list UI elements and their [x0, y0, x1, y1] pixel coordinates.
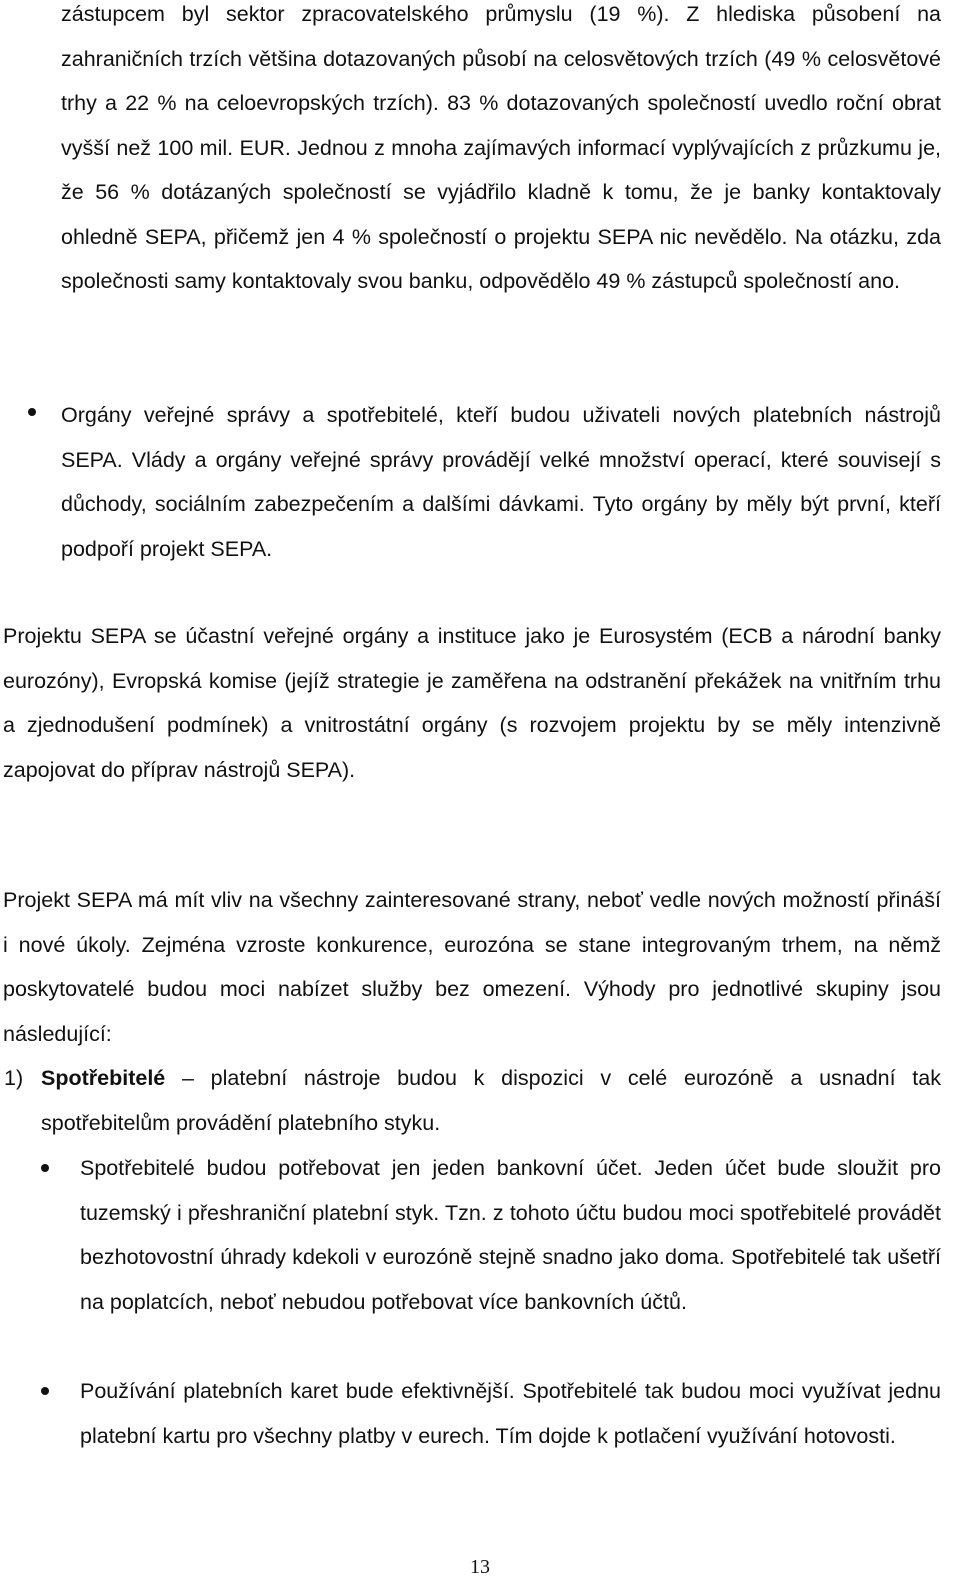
- item-paragraph: [41, 1056, 941, 1145]
- sub-bullet-text: Spotřebitelé budou potřebovat jen jeden bankovní účet. Jeden účet bude sloužit pro tuzemský i přeshraniční platební styk. Tzn. z tohoto účtu budou moci spotřebitelé provádět bezhotovostní úhrady kdekoli v eurozóně stejně snadno jako doma. Spotřebitelé tak ušetří na poplatcích, neboť nebudou potřebovat více bankovních účtů.: [80, 1156, 941, 1314]
- item-number: 1): [4, 1066, 24, 1090]
- sub-bullet-text: Používání platebních karet bude efektivnější. Spotřebitelé tak budou moci využívat jednu platební kartu pro všechny platby v eurech. Tím dojde k potlačení využívání hotovosti.: [80, 1379, 941, 1448]
- paragraph-projektu-sepa: Projektu SEPA se účastní veřejné orgány a instituce jako je Eurosystém (ECB a národní banky eurozóny), Evropská komise (jejíž strategie je zaměřena na odstranění překážek na vnitřním trhu a zjednodušení podmínek) a vnitrostátní orgány (s rozvojem projektu by se měly intenzivně zapojovat do příprav nástrojů SEPA).: [3, 624, 941, 782]
- bullet-dot: [41, 1387, 49, 1395]
- sub-bullet-item: [80, 1369, 941, 1458]
- numbered-item-spotrebitele: [4, 1056, 941, 1145]
- paragraph-projekt-vliv: Projekt SEPA má mít vliv na všechny zainteresované strany, neboť vedle nových možností přináší i nové úkoly. Zejména vzroste konkurence, eurozóna se stane integrovaným trhem, na němž poskytovatelé budou moci nabízet služby bez omezení. Výhody pro jednotlivé skupiny jsou následující:: [3, 888, 941, 1046]
- page-number: 13: [470, 1556, 490, 1578]
- continued-paragraph: zástupcem byl sektor zpracovatelského průmyslu (19 %). Z hlediska působení na zahraničních trzích většina dotazovaných působí na celosvětových trzích (49 % celosvětové trhy a 22 % na celoevropských trzích). 83 % dotazovaných společností uvedlo roční obrat vyšší než 100 mil. EUR. Jednou z mnoha zajímavých informací vyplývajících z průzkumu je, že 56 % dotázaných společností se vyjádřilo kladně k tomu, že je banky kontaktovaly ohledně SEPA, přičemž jen 4 % společností o projektu SEPA nic nevědělo. Na otázku, zda společnosti samy kontaktovaly svou banku, odpovědělo 49 % zástupců společností ano.: [61, 2, 941, 293]
- sub-bullet-item: [80, 1146, 941, 1324]
- bullet-dot: [41, 1164, 49, 1172]
- item-bold-term: Spotřebitelé: [41, 1066, 166, 1090]
- bullet-paragraph-organy: Orgány veřejné správy a spotřebitelé, kteří budou uživateli nových platebních nástrojů SEPA. Vlády a orgány veřejné správy provádějí velké množství operací, které souvisejí s důchody, sociálním zabezpečením a dalšími dávkami. Tyto orgány by měly být první, kteří podpoří projekt SEPA.: [61, 403, 941, 561]
- bullet-dot: [28, 408, 36, 416]
- item-text: – platební nástroje budou k dispozici v celé eurozóně a usnadní tak spotřebitelům provádění platebního styku.: [41, 1066, 941, 1135]
